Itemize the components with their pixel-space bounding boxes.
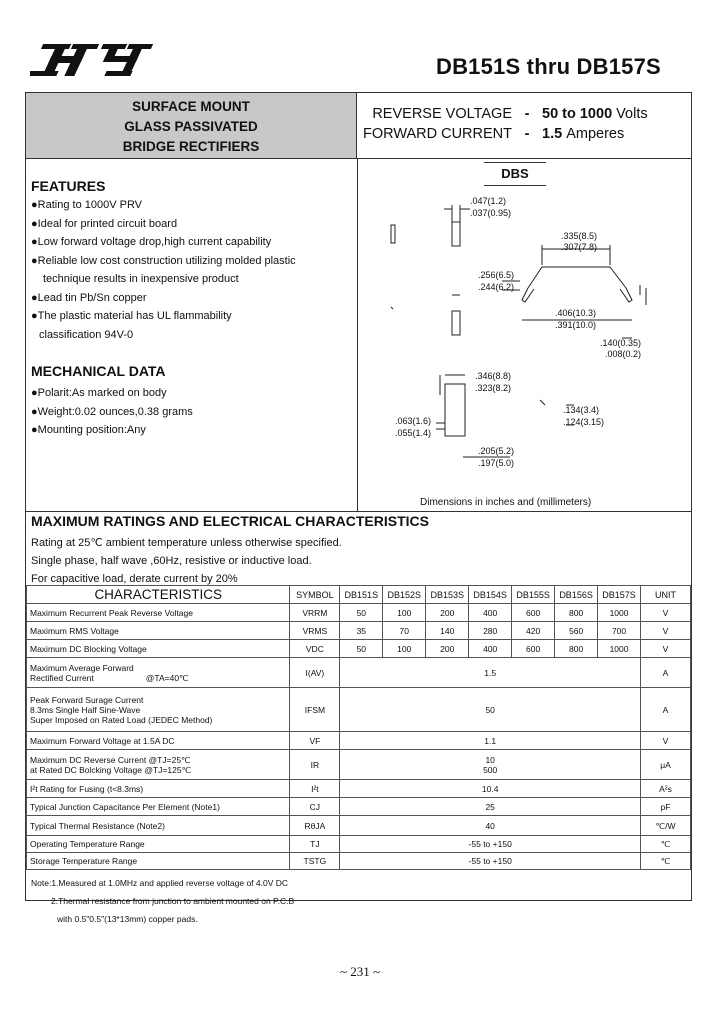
list-item: ●Low forward voltage drop,high current capability [31,236,272,248]
dim-label: .037(0.95) [470,208,512,218]
table-header [27,586,691,604]
table-row: Maximum Forward Voltage at 1.5A DC VF 1.1 V [27,732,691,750]
rating-note: Rating at 25℃ ambient temperature unless otherwise specified. [31,537,342,549]
table-row: Typical Junction Capacitance Per Element (Note1) CJ 25 pF [27,798,691,816]
column-header: CHARACTERISTICS [27,586,290,604]
product-type-line: BRIDGE RECTIFIERS [122,139,260,154]
column-header: SYMBOL [290,586,340,604]
ratings-heading: MAXIMUM RATINGS AND ELECTRICAL CHARACTERISTICS [31,513,429,529]
column-header: DB156S [555,586,598,604]
dim-label: .205(5.2) [478,446,515,456]
dim-label: .134(3.4) [563,405,600,415]
table-row: Storage Temperature Range TSTG -55 to +150 ℃ [27,853,691,870]
column-header: DB153S [426,586,469,604]
dim-label: .008(0.2) [605,349,642,359]
table-row: I²t Rating for Fusing (t<8.3ms) I²t 10.4 A²s [27,780,691,798]
reverse-voltage-label: REVERSE VOLTAGE [372,106,512,122]
table-row: Typical Thermal Resistance (Note2) RθJA 40 ℃/W [27,816,691,836]
list-item: classification 94V-0 [39,328,134,341]
dim-label: .335(8.5) [561,231,598,241]
dim-label: .406(10.3) [555,308,597,318]
product-type-box [26,93,357,158]
list-item: ●Rating to 1000V PRV [31,199,143,211]
rating-note: For capacitive load, derate current by 20% [31,573,238,585]
reverse-voltage-unit: Volts [616,106,648,122]
dim-label: .055(1.4) [395,428,432,438]
list-item: ●Ideal for printed circuit board [31,217,178,230]
mechanical-heading: MECHANICAL DATA [31,363,166,379]
hy-logo-icon [30,38,160,82]
list-item: ●Weight:0.02 ounces,0.38 grams [31,405,193,418]
reverse-voltage-value: 50 to 1000 [542,106,613,122]
product-type-line: GLASS PASSIVATED [124,119,258,134]
dimensions-note: Dimensions in inches and (millimeters) [420,497,592,508]
page-title: DB151S thru DB157S [436,54,661,79]
column-header: DB157S [598,586,641,604]
list-item: ●Polarit:As marked on body [31,387,167,399]
dim-label: .307(7.8) [561,242,598,252]
table-row: Operating Temperature Range TJ -55 to +150 ℃ [27,836,691,853]
table-row: Peak Forward Surage Current 8.3ms Single Half Sine-Wave Super Imposed on Rated Load (JEDEC Method) IFSM 50 A [27,688,691,732]
dim-label: .256(6.5) [478,270,515,280]
package-name: DBS [484,162,546,186]
footnote: with 0.5"0.5"(13*13mm) copper pads. [57,914,198,924]
forward-current-label: FORWARD CURRENT [362,126,512,142]
column-header: DB151S [340,586,383,604]
dim-label: .323(8.2) [475,383,512,393]
footnote: 2.Thermal resistance from junction to ambient mounted on P.C.B [51,896,295,906]
list-item: ●Lead tin Pb/Sn copper [31,291,147,304]
column-header: DB155S [512,586,555,604]
dim-label: .391(10.0) [555,320,597,330]
dim-label: .063(1.6) [395,416,432,426]
electrical-summary [360,104,690,144]
features-heading: FEATURES [31,178,106,194]
product-type-line: SURFACE MOUNT [132,99,250,114]
divider [25,511,692,512]
forward-current-unit: Amperes [566,126,625,142]
divider [357,158,358,511]
list-item: ●The plastic material has UL flammability [31,310,232,322]
table-row: Maximum Average Forward Rectified Current @TA=40℃ I(AV) 1.5 A [27,658,691,688]
mechanical-list [31,384,193,440]
table-row: Maximum DC Reverse Current @TJ=25℃ at Rated DC Bolcking Voltage @TJ=125℃ IR 10 500 μA [27,750,691,780]
rating-note: Single phase, half wave ,60Hz, resistive or inductive load. [31,555,312,567]
page-number: ~ 231 ~ [339,964,381,979]
footnote: Note:1.Measured at 1.0MHz and applied reverse voltage of 4.0V DC [31,878,289,888]
table-row: Maximum DC Blocking Voltage VDC 50 100 200 400 600 800 1000 V [27,640,691,658]
list-item: ●Reliable low cost construction utilizing molded plastic [31,254,296,267]
column-header: DB152S [383,586,426,604]
dim-label: .197(5.0) [478,458,515,468]
dim-label: .346(8.8) [475,371,512,381]
dash: - [524,126,530,142]
dash: - [524,106,530,122]
table-row: Maximum RMS Voltage VRMS 35 70 140 280 420 560 700 V [27,622,691,640]
column-header: DB154S [469,586,512,604]
features-list [31,196,296,344]
dim-label: .124(3.15) [563,417,605,427]
list-item: ●Mounting position:Any [31,424,146,436]
divider [25,158,692,159]
list-item: technique results in inexpensive product [43,273,239,285]
dim-label: .244(6.2) [478,282,515,292]
column-header: UNIT [641,586,691,604]
dim-label: .140(0.35) [600,338,642,348]
table-row: Maximum Recurrent Peak Reverse Voltage VRRM 50 100 200 400 600 800 1000 V [27,604,691,622]
ratings-table [26,585,691,870]
forward-current-value: 1.5 [542,126,563,142]
dim-label: .047(1.2) [470,196,507,206]
